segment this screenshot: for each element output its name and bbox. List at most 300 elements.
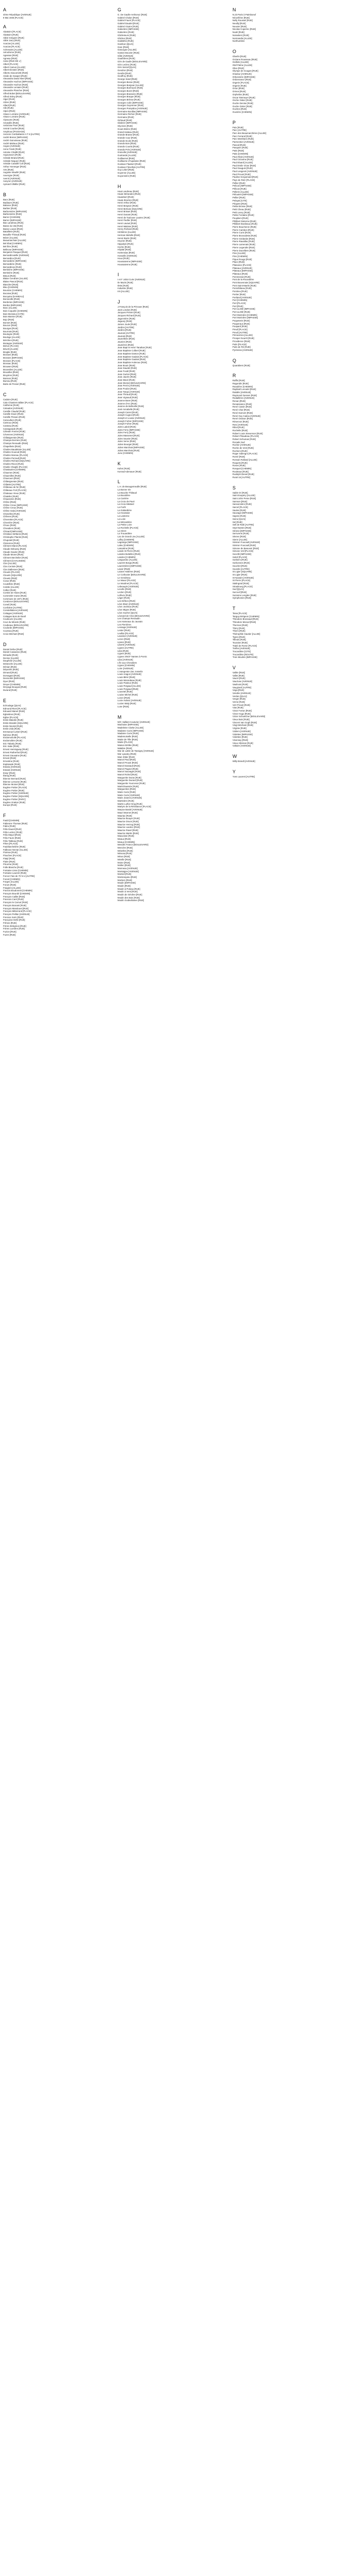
street-link[interactable]: La Lanterne: [118, 515, 129, 518]
street-link[interactable]: Gascogne [ALLEE]: [118, 48, 137, 52]
street-link[interactable]: Hautebert [RUE]: [118, 195, 134, 198]
street-link[interactable]: Jaunais [AUTRE]: [118, 332, 135, 334]
street-link[interactable]: Briève [PLACE]: [3, 345, 19, 348]
street-link[interactable]: Ernestine [RUE]: [3, 759, 19, 762]
street-link[interactable]: Coeur [RUE]: [3, 580, 16, 583]
street-link[interactable]: Stalingrad [RUE]: [233, 582, 250, 585]
street-link[interactable]: I et F Joliot Curie [AVENUE]: [118, 278, 145, 281]
street-link[interactable]: Henri Lavaut [RUE]: [118, 222, 137, 225]
street-link[interactable]: Port au Blé [RUE]: [233, 310, 250, 313]
street-link[interactable]: Vaulinois [RUE]: [233, 683, 248, 686]
street-link[interactable]: François Mitterrand [PLACE]: [3, 910, 31, 913]
street-link[interactable]: Serrurerie [RUE]: [233, 532, 249, 535]
street-link[interactable]: Le Mauvi [PLACE]: [118, 579, 136, 582]
street-link[interactable]: Grande Brasse [RUE]: [118, 133, 139, 137]
street-link[interactable]: Lignes [CHEMIN]: [118, 664, 135, 667]
street-link[interactable]: Croix Méchant [RUE]: [3, 632, 24, 635]
street-link[interactable]: Alexandre Plancher [RUE]: [3, 89, 29, 92]
street-link[interactable]: Gâches [RUE]: [118, 37, 132, 40]
street-link[interactable]: Gâcheteurs [RUE]: [118, 33, 136, 37]
street-link[interactable]: Chinard [IMPASSE]: [3, 530, 23, 533]
street-link[interactable]: Bojo [RUE]: [3, 318, 14, 321]
street-link[interactable]: Henri Bertuse [SQUARE]: [118, 207, 142, 210]
street-link[interactable]: Louis Morandeau [RUE]: [118, 679, 141, 682]
street-link[interactable]: Laurentières [IMPASSE]: [118, 564, 142, 567]
street-link[interactable]: Ordonnance [RUE]: [233, 78, 252, 81]
street-link[interactable]: Estaria [AVENUE]: [3, 766, 21, 769]
street-link[interactable]: Pierre Legendre [RUE]: [233, 246, 255, 249]
street-link[interactable]: Thiérophile Gautier [ALLEE]: [233, 632, 260, 635]
street-link[interactable]: Étang [RUE]: [3, 774, 15, 777]
street-link[interactable]: Madeleine Clarke [ALLEE]: [118, 726, 144, 729]
street-link[interactable]: Fêtes [PLACE]: [3, 842, 18, 845]
street-link[interactable]: Lucien Maly [RUE]: [118, 702, 136, 705]
street-link[interactable]: Port Morinière [IMPASSE]: [233, 316, 258, 319]
street-link[interactable]: Pierre Ravaillac [RUE]: [233, 240, 255, 243]
street-link[interactable]: Bleu [CHEMIN]: [3, 286, 19, 289]
street-link[interactable]: Houssaienne [IMPASSE]: [118, 260, 142, 263]
street-link[interactable]: Prosper Nourrit [RUE]: [233, 337, 254, 340]
street-link[interactable]: Bataillerie [RUE]: [3, 230, 20, 233]
street-link[interactable]: Germaine Bonillas [IMPASSE]: [118, 110, 147, 113]
street-link[interactable]: Sansonnière [RUE]: [233, 503, 252, 506]
street-link[interactable]: Preuil [PLACE]: [233, 328, 247, 331]
street-link[interactable]: Henri de Toulouse Lautrec [RUE]: [118, 216, 150, 219]
street-link[interactable]: Moulin à Poteau [RUE]: [118, 887, 140, 890]
street-link[interactable]: Blaise Cendrars [ALLEE]: [3, 277, 28, 280]
street-link[interactable]: Glabrier [IMPASSE]: [118, 122, 137, 125]
street-link[interactable]: Daniel Defoe [RUE]: [3, 648, 23, 651]
street-link[interactable]: Fresnos Sorin [RUE]: [3, 916, 24, 919]
street-link[interactable]: Bas Landreau [RUE]: [3, 222, 24, 225]
street-link[interactable]: Jardins [AUTRE]: [118, 326, 134, 329]
street-link[interactable]: Vega [RUE]: [233, 689, 244, 692]
street-link[interactable]: Haute Bruères [RUE]: [118, 198, 139, 201]
street-link[interactable]: Lavoisier [AVENUE]: [118, 635, 138, 638]
street-link[interactable]: Coutelbrie [RUE]: [3, 583, 20, 586]
street-link[interactable]: Alberto Giacometti [RUE]: [3, 72, 28, 74]
street-link[interactable]: Charles Moreau [PLACE]: [3, 453, 28, 456]
street-link[interactable]: Verdun [QUAI]: [233, 694, 247, 698]
street-link[interactable]: Eugène Gratton [RUE]: [3, 801, 25, 804]
street-link[interactable]: Plateaux [AVENUE]: [233, 266, 252, 269]
street-link[interactable]: Chastauries [CHEMIN]: [3, 468, 26, 471]
street-link[interactable]: Jean Monnet [BOULEVARD]: [118, 381, 146, 384]
street-link[interactable]: Alsace Lorraine [RUE]: [3, 115, 25, 118]
street-link[interactable]: Gén Leclerc [RUE]: [118, 63, 136, 66]
street-link[interactable]: Coubeaux [BOULEVARD]: [3, 623, 29, 626]
street-link[interactable]: Petit Lancy [RUE]: [233, 211, 250, 214]
street-link[interactable]: Henri Arthur [RUE]: [118, 201, 136, 205]
street-link[interactable]: Guy Lebel [RUE]: [118, 168, 135, 172]
street-link[interactable]: Sarcel [PLACE]: [233, 506, 248, 509]
street-link[interactable]: Quarabiers [RUE]: [233, 364, 250, 367]
street-link[interactable]: Folle Blanche [RUE]: [3, 866, 23, 869]
street-link[interactable]: Marcel Paul [RUE]: [118, 758, 136, 761]
street-link[interactable]: Abattoirs [PLACE]: [3, 30, 21, 33]
street-link[interactable]: Port [CHEMIN]: [233, 299, 247, 302]
street-link[interactable]: Théodore Brossaud [RUE]: [233, 618, 259, 621]
street-link[interactable]: Acacias [ALLEE]: [3, 42, 20, 45]
street-link[interactable]: Germaine Richier [RUE]: [118, 113, 142, 116]
street-link[interactable]: Lebeaupin [AVENUE]: [118, 585, 139, 588]
street-link[interactable]: Alsace Lorraine [AVENUE]: [3, 112, 29, 115]
street-link[interactable]: Forges [ALLEE]: [3, 880, 19, 884]
street-link[interactable]: Jean Bouin [RUE]: [118, 364, 136, 367]
street-link[interactable]: Champs-Derriere [RUE]: [3, 439, 27, 442]
street-link[interactable]: Mendès France [BOULEVARD]: [118, 843, 148, 846]
street-link[interactable]: Fuzion [RUE]: [3, 930, 16, 933]
street-link[interactable]: Félix Faure [RUE]: [3, 837, 21, 839]
street-link[interactable]: Echoulage [QUAI]: [3, 704, 21, 707]
street-link[interactable]: Bois Marnier [RUE]: [3, 315, 22, 318]
street-link[interactable]: Clément [CHAUSSEE]: [3, 559, 26, 562]
street-link[interactable]: Pins [ALLEE]: [233, 252, 246, 255]
street-link[interactable]: Fontaine Lisse [CHEMIN]: [3, 869, 28, 872]
street-link[interactable]: Cloisonne [RUE]: [3, 541, 20, 545]
street-link[interactable]: Buisson [RUE]: [3, 377, 18, 380]
street-link[interactable]: Gaborière [IMPASSE]: [118, 28, 139, 31]
street-link[interactable]: Rosquet [CHEMIN]: [233, 467, 252, 470]
street-link[interactable]: Pellerin [ALLEE]: [233, 190, 249, 193]
street-link[interactable]: Orphelins [RUE]: [233, 93, 249, 96]
street-link[interactable]: Roche de Vent [RUE]: [233, 447, 254, 450]
street-link[interactable]: Iletts [RUE]: [118, 284, 129, 287]
street-link[interactable]: Abbé Jarry [RUE]: [3, 39, 21, 42]
street-link[interactable]: Laurent Borga [RUE]: [118, 562, 138, 565]
street-link[interactable]: Fuzes [RUE]: [3, 933, 16, 936]
street-link[interactable]: François Caillet [RUE]: [3, 895, 25, 898]
street-link[interactable]: Parc des Beaumarchères [ALLEE]: [233, 132, 267, 134]
street-link[interactable]: Julien Bourget [RUE]: [118, 443, 139, 446]
street-link[interactable]: Sapins [RUE]: [233, 515, 246, 518]
street-link[interactable]: St Ligier [SQUARE]: [233, 570, 252, 573]
street-link[interactable]: Albert Einstein [RUE]: [3, 69, 24, 72]
street-link[interactable]: Granville [AVENUE]: [118, 151, 137, 154]
street-link[interactable]: Paul Langevin [AVENUE]: [233, 170, 258, 173]
street-link[interactable]: Moulin de Gévière [RUE]: [118, 893, 142, 896]
street-link[interactable]: Louise Michel [RUE]: [118, 693, 138, 697]
street-link[interactable]: Thiers [RUE]: [233, 630, 245, 633]
street-link[interactable]: Renaissance [RUE]: [233, 402, 252, 405]
street-link[interactable]: Choux [RUE]: [3, 524, 16, 527]
street-link[interactable]: Simone Veil [PLACE]: [233, 550, 254, 553]
street-link[interactable]: Desmothé [IMPASSE]: [3, 677, 25, 680]
street-link[interactable]: Retz [AVENUE]: [233, 423, 248, 426]
street-link[interactable]: Cassagnade [RUE]: [3, 427, 22, 430]
street-link[interactable]: Victor Hugo [RUE]: [233, 712, 251, 715]
street-link[interactable]: Marguerite Durand [RUE]: [118, 779, 143, 782]
street-link[interactable]: Châteaux de fer [RUE]: [3, 486, 26, 489]
street-link[interactable]: Glycines [RUE]: [118, 125, 133, 128]
street-link[interactable]: Sierre [ALLEE]: [233, 538, 247, 541]
street-link[interactable]: Auguste Mouillé [RUE]: [3, 171, 26, 174]
street-link[interactable]: Martinière [RUE]: [118, 800, 134, 803]
street-link[interactable]: Arts [RUE]: [3, 168, 14, 171]
street-link[interactable]: Moulin [RUE]: [118, 885, 131, 887]
street-link[interactable]: Félix Mayol [RUE]: [3, 834, 21, 837]
street-link[interactable]: Vendée [AVENUE]: [233, 691, 251, 694]
street-link[interactable]: Olaf Palme [ALLEE]: [233, 63, 253, 66]
street-link[interactable]: Georges Brassens [RUE]: [118, 92, 143, 95]
street-link[interactable]: Chaumilles [RUE]: [3, 474, 21, 477]
street-link[interactable]: Félix Daurel [RUE]: [3, 827, 22, 831]
street-link[interactable]: La Gabardière: [118, 509, 132, 512]
street-link[interactable]: Violettes [RUE]: [233, 736, 248, 739]
street-link[interactable]: Pontrieu [RUE]: [233, 290, 247, 293]
street-link[interactable]: Mercière [RUE]: [118, 846, 133, 850]
street-link[interactable]: Oberlin [RUE]: [233, 55, 246, 58]
street-link[interactable]: Beaufils-Thiraud [RUE]: [3, 233, 26, 236]
street-link[interactable]: Montaigne [AVENUE]: [118, 870, 139, 873]
street-link[interactable]: Paix [RUE]: [233, 126, 244, 129]
street-link[interactable]: Joseph Carret [RUE]: [118, 411, 138, 414]
street-link[interactable]: Chavroum [RUE]: [3, 477, 20, 480]
street-link[interactable]: Mortiers [RUE]: [118, 878, 132, 882]
street-link[interactable]: Forum [RUE]: [3, 884, 16, 886]
street-link[interactable]: Vert Proust [RUE]: [233, 703, 250, 706]
street-link[interactable]: Maréchaussée [RUE]: [118, 785, 139, 788]
street-link[interactable]: Sell de Ralé [AUTRE]: [233, 523, 254, 527]
street-link[interactable]: Jules Massenet [RUE]: [118, 434, 140, 437]
street-link[interactable]: Anne Frank [RUE]: [3, 147, 21, 150]
street-link[interactable]: Lignes [RUE]: [118, 652, 131, 655]
street-link[interactable]: Barbier [RUE]: [3, 207, 17, 210]
street-link[interactable]: Sept Nantes [RUE]: [233, 526, 252, 529]
street-link[interactable]: 4ème République [AVENUE]: [3, 13, 31, 16]
street-link[interactable]: Maurice Druon [RUE]: [118, 820, 139, 823]
street-link[interactable]: Bouloge [ALLEE]: [3, 336, 20, 339]
street-link[interactable]: Rural 16 [AUTRE]: [233, 476, 251, 479]
street-link[interactable]: Guyenne [ALLEE]: [118, 172, 136, 175]
street-link[interactable]: Poqueterie [RUE]: [233, 319, 250, 322]
street-link[interactable]: Chaussées [RUE]: [3, 498, 21, 501]
street-link[interactable]: Camille Claudel [RUE]: [3, 410, 25, 413]
street-link[interactable]: Bel Ebat [CHEMIN]: [3, 242, 22, 245]
street-link[interactable]: Emile Nicolet [RUE]: [3, 724, 23, 727]
street-link[interactable]: Suzanne Lenglen [RUE]: [233, 594, 257, 597]
street-link[interactable]: Amphoux [PASSAGE]: [3, 130, 25, 133]
street-link[interactable]: M/C Vaillant Couturier [AVENUE]: [118, 720, 150, 723]
street-link[interactable]: Célestin Freinet [RUE]: [3, 430, 25, 433]
street-link[interactable]: Vieux Bois [RUE]: [233, 718, 250, 721]
street-link[interactable]: St Pierre [PLACE]: [233, 579, 251, 582]
street-link[interactable]: Gustave Fièvellois [AUTRE]: [118, 165, 145, 168]
street-link[interactable]: Lafloy [CHEMIN]: [118, 538, 134, 541]
street-link[interactable]: La Bouche Thibaud: [118, 491, 137, 494]
street-link[interactable]: Brosses [IMPASSE]: [3, 356, 23, 359]
street-link[interactable]: Strasbourg [PLACE]: [233, 585, 253, 588]
street-link[interactable]: Amaryllis [RUE]: [3, 121, 19, 124]
street-link[interactable]: Butte de Pressé [RUE]: [3, 383, 26, 386]
street-link[interactable]: Leclerc [RUE]: [118, 591, 131, 594]
street-link[interactable]: Puits de Ré [RUE]: [233, 346, 251, 349]
street-link[interactable]: Châtaigneraie [RUE]: [3, 436, 24, 439]
street-link[interactable]: Jaunellerie [RUE]: [118, 337, 135, 341]
street-link[interactable]: Jean Guéret [RUE]: [118, 372, 137, 376]
street-link[interactable]: Ormes [RUE]: [233, 90, 246, 93]
street-link[interactable]: Violiers [AVENUE]: [233, 730, 251, 733]
street-link[interactable]: Raymond Gessen [RUE]: [233, 394, 257, 397]
street-link[interactable]: Jardins [RUE]: [118, 329, 131, 332]
street-link[interactable]: Rocade Sud: [233, 440, 245, 444]
street-link[interactable]: Plateaux [RUE]: [233, 273, 248, 275]
street-link[interactable]: Tigres [RUE]: [233, 635, 245, 638]
street-link[interactable]: Estaral [AVENUE]: [3, 768, 21, 771]
street-link[interactable]: Chaumes [RUE]: [3, 471, 20, 474]
street-link[interactable]: Eugène Pottier [RUE]: [3, 789, 25, 792]
street-link[interactable]: Léon Sucher [QUAI]: [118, 611, 138, 614]
street-link[interactable]: Emile Blandin [RUE]: [3, 719, 23, 722]
street-link[interactable]: Jean Baptiste Colbert [RUE]: [118, 349, 145, 352]
street-link[interactable]: Charles Richard [SQUARE]: [3, 460, 30, 463]
street-link[interactable]: Pays de Retz [PLACE]: [233, 179, 255, 181]
street-link[interactable]: Socellé [IMPASSE]: [233, 553, 252, 556]
street-link[interactable]: Camille Douin [RUE]: [3, 413, 24, 416]
street-link[interactable]: Edouard Manet [RUE]: [3, 710, 25, 713]
street-link[interactable]: Jaunies [RUE]: [118, 341, 132, 344]
street-link[interactable]: Christian Stéfanini [RUE]: [3, 533, 28, 536]
street-link[interactable]: Gabriel Fauré [PLACE]: [118, 19, 140, 22]
street-link[interactable]: Alexandra David Neel [RUE]: [3, 77, 31, 80]
street-link[interactable]: Chevaliers [RUE]: [3, 527, 20, 530]
street-link[interactable]: Mauriac [RUE]: [118, 814, 132, 817]
street-link[interactable]: G. De Gaulle-Anthonoz [RUE]: [118, 13, 147, 16]
street-link[interactable]: Jack London [RUE]: [118, 308, 137, 311]
street-link[interactable]: Antoine Chaillé [RUE]: [3, 150, 25, 154]
street-link[interactable]: Chevrettes [PLACE]: [3, 518, 23, 521]
street-link[interactable]: Bernardinvieille [AVENUE]: [3, 253, 29, 257]
street-link[interactable]: Cale Chantiers Bâtier [PLACE]: [3, 401, 34, 404]
street-link[interactable]: Borderies [IMPASSE]: [3, 300, 24, 303]
street-link[interactable]: Emile Zola [RUE]: [3, 727, 20, 731]
street-link[interactable]: Romain Rolland [ALLEE]: [233, 458, 257, 461]
street-link[interactable]: Bruyères [RUE]: [3, 374, 19, 377]
street-link[interactable]: Geoffroy [RUE]: [118, 75, 133, 78]
street-link[interactable]: Henri Matisse [RUE]: [118, 225, 138, 228]
street-link[interactable]: N.23 Paris à Paimboeuf: [233, 13, 256, 16]
street-link[interactable]: Pontchâteau [RUE]: [233, 287, 252, 290]
street-link[interactable]: Gaborière [RUE]: [118, 31, 134, 34]
street-link[interactable]: Lucie Aubrac [AVENUE]: [118, 699, 141, 702]
street-link[interactable]: Agneau [RUE]: [3, 57, 18, 60]
street-link[interactable]: Parc Menthare [RUE]: [233, 138, 254, 141]
street-link[interactable]: Forest [CHEMIN]: [3, 877, 20, 880]
street-link[interactable]: Jagonnière [RUE]: [118, 317, 135, 320]
street-link[interactable]: Bernardière [IMPASSE]: [3, 260, 26, 263]
street-link[interactable]: Gauthières [RUE]: [118, 57, 135, 60]
street-link[interactable]: Romé [RUE]: [233, 455, 245, 459]
street-link[interactable]: François Bonami [RUE]: [3, 904, 26, 907]
street-link[interactable]: Gustave Flaubert [RUE]: [118, 163, 141, 166]
street-link[interactable]: Rudolph Diesel [RUE]: [233, 473, 254, 476]
street-link[interactable]: Cartroux [RUE]: [3, 421, 19, 425]
street-link[interactable]: Endomolière [RUE]: [3, 739, 22, 742]
street-link[interactable]: Paul Cézanne [RUE]: [233, 158, 253, 161]
street-link[interactable]: Philibert Delorme [RUE]: [233, 219, 256, 223]
street-link[interactable]: Georges Colin [IMPASSE]: [118, 101, 143, 104]
street-link[interactable]: Bréchien [RUE]: [3, 338, 19, 342]
street-link[interactable]: Orgerie [PLACE]: [233, 81, 250, 84]
street-link[interactable]: Allard [RUE]: [3, 104, 15, 107]
street-link[interactable]: Paul Proust [RUE]: [233, 173, 251, 176]
street-link[interactable]: Alpes [RUE]: [3, 109, 15, 112]
street-link[interactable]: Chapellerie [RUE]: [3, 445, 21, 448]
street-link[interactable]: Flatyl [RUE]: [3, 857, 15, 860]
street-link[interactable]: Virginie [RUE]: [233, 727, 246, 730]
street-link[interactable]: Emile Brandin [SQUARE]: [3, 721, 28, 724]
street-link[interactable]: Thermes [RUE]: [233, 623, 248, 626]
street-link[interactable]: Maurice Ravel [RUE]: [118, 828, 139, 832]
street-link[interactable]: Touraine [RUE]: [233, 641, 248, 644]
street-link[interactable]: Georges Besse [RUE]: [118, 80, 140, 83]
street-link[interactable]: Alfred Sisley [RUE]: [3, 95, 22, 98]
street-link[interactable]: Industrie [RUE]: [118, 287, 133, 290]
street-link[interactable]: Verne [RUE]: [233, 700, 245, 703]
street-link[interactable]: Port Morinière [CHEMIN]: [233, 313, 257, 316]
street-link[interactable]: La Croix Médard: [118, 503, 134, 506]
street-link[interactable]: Georges Bozet [RUE]: [118, 89, 139, 92]
street-link[interactable]: Barbonnière [IMPASSE]: [3, 210, 27, 213]
street-link[interactable]: Gabriel Chalon [RUE]: [118, 16, 139, 19]
street-link[interactable]: Portier [RUE]: [233, 293, 246, 296]
street-link[interactable]: Tilleuls [RUE]: [233, 638, 246, 641]
street-link[interactable]: Confolent [AUTRE]: [3, 606, 22, 609]
street-link[interactable]: Bureau [RUE]: [3, 380, 17, 383]
street-link[interactable]: Iris [ALLEE]: [118, 290, 129, 293]
street-link[interactable]: Petite Brosse [RUE]: [233, 205, 253, 208]
street-link[interactable]: Ouvrière [CHEMIN]: [233, 110, 252, 113]
street-link[interactable]: Héritières [ALLEE]: [118, 231, 136, 234]
street-link[interactable]: Maurice Herzog [RUE]: [118, 823, 140, 826]
street-link[interactable]: Flaire [RUE]: [3, 860, 15, 863]
street-link[interactable]: Boucon [RUE]: [3, 324, 18, 327]
street-link[interactable]: Louis Pergaud [RUE]: [118, 687, 139, 690]
street-link[interactable]: Jean Fould [RUE]: [118, 369, 135, 372]
street-link[interactable]: Pierre Ducelliers [RUE]: [233, 249, 256, 252]
street-link[interactable]: Jules Ferry [RUE]: [118, 431, 135, 434]
street-link[interactable]: Willy Brandt [AVENUE]: [233, 759, 255, 762]
street-link[interactable]: Pierre Cambon [RUE]: [233, 228, 254, 231]
street-link[interactable]: Charlie Chaplin [PLACE]: [3, 465, 28, 468]
street-link[interactable]: Hervé Bazin [RUE]: [118, 236, 137, 240]
street-link[interactable]: Paul Allain [AVENUE]: [233, 155, 254, 158]
street-link[interactable]: Marcel Proust [RUE]: [118, 761, 138, 765]
street-link[interactable]: Julien Marchais [RUE]: [118, 449, 140, 452]
street-link[interactable]: Genêts [RUE]: [118, 72, 131, 75]
street-link[interactable]: Primevères [ALLEE]: [233, 334, 253, 337]
street-link[interactable]: Francis Boudonnet [CHEMIN]: [3, 889, 32, 892]
street-link[interactable]: Gén Sarrail [QUAI]: [118, 66, 136, 69]
street-link[interactable]: Bournais [RUE]: [3, 330, 19, 333]
street-link[interactable]: Dyve [RUE]: [3, 680, 15, 683]
street-link[interactable]: Dénadie [RUE]: [3, 653, 18, 656]
street-link[interactable]: Châtelet [AUTRE]: [3, 483, 21, 486]
street-link[interactable]: Frênes [RUE]: [3, 921, 17, 924]
street-link[interactable]: Sauvage [IMPASSE]: [233, 512, 253, 515]
street-link[interactable]: Casteau [RUE]: [3, 425, 18, 427]
street-link[interactable]: Cuvesau [RUE]: [3, 630, 19, 633]
street-link[interactable]: Néozélène [RUE]: [233, 16, 250, 19]
street-link[interactable]: Essyr [RUE]: [3, 771, 15, 774]
street-link[interactable]: Le Corbusier [BOULEVARD]: [118, 573, 146, 576]
street-link[interactable]: Mauvoisie [RUE]: [118, 835, 134, 838]
street-link[interactable]: Les Hameaux du Jaunais: [118, 620, 143, 623]
street-link[interactable]: L'orangeraie Zac Josselin: [118, 670, 143, 673]
street-link[interactable]: Georges Bonhoure [RUE]: [118, 87, 143, 90]
street-link[interactable]: Les Pierrières: [118, 623, 131, 626]
street-link[interactable]: Barrez [CHEMIN]: [3, 215, 21, 218]
